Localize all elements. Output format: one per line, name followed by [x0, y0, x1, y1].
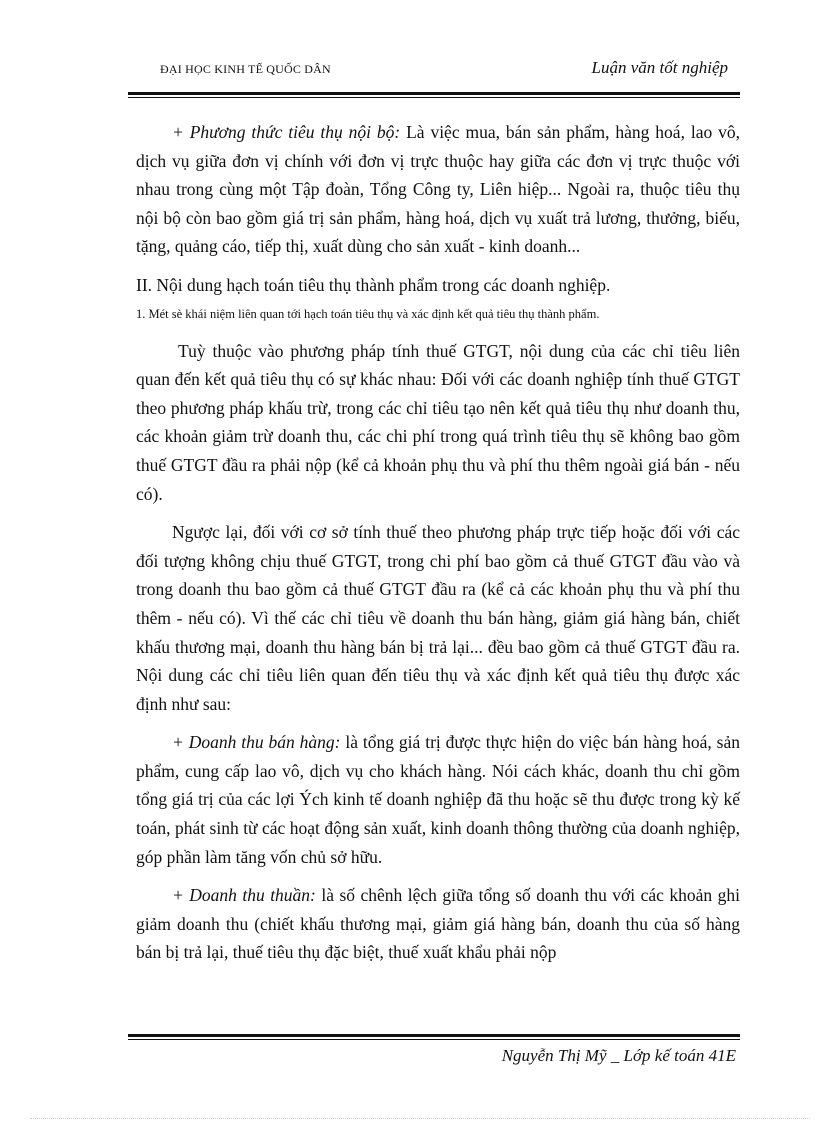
- header-institution: ĐẠI HỌC KINH TẾ QUỐC DÂN: [160, 62, 331, 76]
- header-document-type: Luận văn tốt nghiệp: [591, 58, 728, 77]
- paragraph-direct-method: Ngược lại, đối với cơ sở tính thuế theo phương pháp trực tiếp hoặc đối với các đối tượng không chịu thuế GTGT, trong chi phí bao gồm cả thuế GTGT đầu vào và trong doanh thu bao gồm cả thuế GTGT đầu ra (kể cả các khoản phụ thu và phí thu thêm - nếu có). Vì thế các chỉ tiêu về doanh thu bán hàng, giảm giá hàng bán, chiết khấu thương mại, doanh thu hàng bán bị trả lại... đều bao gồm cả thuế GTGT đầu ra. Nội dung các chỉ tiêu liên quan đến tiêu thụ và xác định kết quả tiêu thụ được xác định như sau:: [136, 522, 740, 714]
- term-sales-revenue: + Doanh thu bán hàng:: [172, 732, 341, 753]
- term-internal-sales: + Phương thức tiêu thụ nội bộ:: [172, 122, 401, 142]
- paragraph-text: là tổng giá trị được thực hiện do việc bán hàng hoá, sản phẩm, cung cấp lao vô, dịch vụ cho khách hàng. Nói cách khác, doanh thu chỉ gồm tổng giá trị của các lợi Ých kinh tế doanh nghiệp đã thu hoặc sẽ thu được trong kỳ kế toán, phát sinh từ các hoạt động sản xuất, kinh doanh thông thường của doanh nghiệp, góp phần làm tăng vốn chủ sở hữu.: [136, 732, 740, 867]
- footer-divider: [128, 1034, 740, 1040]
- page-edge: [30, 1118, 810, 1119]
- section-heading: II. Nội dung hạch toán tiêu thụ thành phẩm trong các doanh nghiệp.: [136, 274, 611, 295]
- header-divider: [128, 92, 740, 98]
- paragraph-vat-method: Tuỳ thuộc vào phương pháp tính thuế GTGT, nội dung của các chỉ tiêu liên quan đến kết quả tiêu thụ có sự khác nhau: Đối với các doanh nghiệp tính thuế GTGT theo phương pháp khấu trừ, trong các chỉ tiêu tạo nên kết quả tiêu thụ như doanh thu, các khoản giảm trừ doanh thu, các chi phí trong quá trình tiêu thụ sẽ không bao gồm thuế GTGT đầu ra phải nộp (kể cả khoản phụ thu và phí thu thêm ngoài giá bán - nếu có).: [136, 340, 740, 504]
- term-net-revenue: + Doanh thu thuần:: [172, 885, 316, 906]
- paragraph-text: là số chênh lệch giữa tổng số doanh thu với các khoản ghi giảm doanh thu (chiết khấu thương mại, giảm giá hàng bán, doanh thu của số hàng bán bị trả lại, thuế tiêu thụ đặc biệt, thuế xuất khẩu phải nộp: [136, 885, 740, 963]
- paragraph-net-revenue: [136, 881, 740, 967]
- paragraph-text: Là việc mua, bán sản phẩm, hàng hoá, lao vô, dịch vụ giữa đơn vị chính với đơn vị trực thuộc hay giữa các đơn vị trực thuộc với nhau trong cùng một Tập đoàn, Tổng Công ty, Liên hiệp... Ngoài ra, thuộc tiêu thụ nội bộ còn bao gồm giá trị sản phẩm, hàng hoá, dịch vụ xuất trả lương, thưởng, biếu, tặng, quảng cáo, tiếp thị, xuất dùng cho sản xuất - kinh doanh...: [136, 122, 740, 257]
- paragraph-sales-revenue: [136, 728, 740, 871]
- sub-heading: 1. Mét sè khái niệm liên quan tới hạch toán tiêu thụ và xác định kết quả tiêu thụ thành phẩm.: [136, 306, 600, 321]
- footer-author: Nguyễn Thị Mỹ _ Lớp kế toán 41E: [501, 1046, 736, 1065]
- paragraph-internal-sales: [136, 118, 740, 261]
- page-body: [136, 118, 740, 977]
